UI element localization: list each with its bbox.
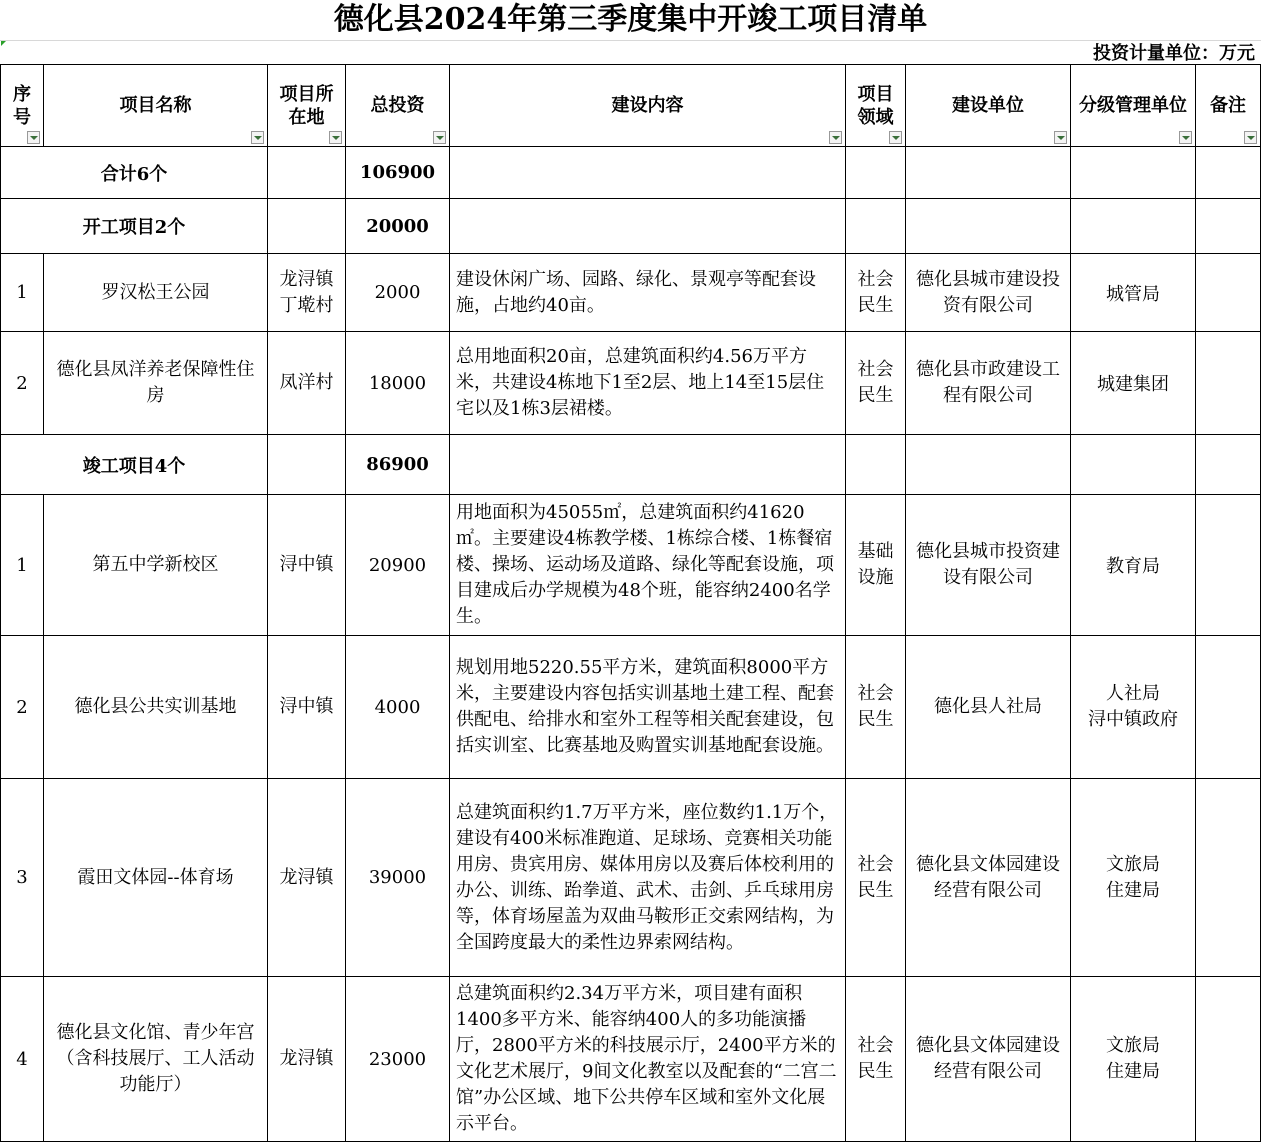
- table-row: [1, 779, 1261, 977]
- row-manager: 文旅局 住建局: [1071, 977, 1196, 1142]
- row-location: 龙浔镇: [268, 779, 346, 977]
- row-remark: [1196, 254, 1261, 332]
- row-builder: 德化县人社局: [906, 636, 1071, 779]
- table-row: [1, 636, 1261, 779]
- row-investment: 2000: [346, 254, 450, 332]
- row-manager: 人社局 浔中镇政府: [1071, 636, 1196, 779]
- group-row-start: [1, 199, 1261, 254]
- row-investment: 18000: [346, 332, 450, 435]
- unit-label: 投资计量单位：万元: [1093, 43, 1255, 64]
- total-investment: 106900: [346, 147, 450, 199]
- row-investment: 39000: [346, 779, 450, 977]
- header-content: 建设内容: [450, 65, 846, 147]
- row-content: 总建筑面积约2.34万平方米，项目建有面积1400多平方米、能容纳400人的多功能演播厅，2800平方米的科技展示厅，2400平方米的文化艺术展厅，9间文化教室以及配套的“二宫二馆”办公区域、地下公共停车区域和室外文化展示平台。: [450, 977, 846, 1142]
- row-content: 用地面积为45055㎡，总建筑面积约41620㎡。主要建设4栋教学楼、1栋综合楼、1栋餐宿楼、操场、运动场及道路、绿化等配套设施，项目建成后办学规模为48个班，能容纳2400名学生。: [450, 495, 846, 636]
- table-row: [1, 495, 1261, 636]
- header-manager: 分级管理单位: [1071, 65, 1196, 147]
- row-name: 德化县文化馆、青少年宫（含科技展厅、工人活动功能厅）: [44, 977, 268, 1142]
- row-field: 社会民生: [846, 977, 906, 1142]
- row-content: 规划用地5220.55平方米，建筑面积8000平方米，主要建设内容包括实训基地土建工程、配套供配电、给排水和室外工程等相关配套建设，包括实训室、比赛基地及购置实训基地配套设施。: [450, 636, 846, 779]
- row-field: 社会民生: [846, 779, 906, 977]
- row-location: 浔中镇: [268, 495, 346, 636]
- row-remark: [1196, 495, 1261, 636]
- group-row-complete: [1, 435, 1261, 495]
- header-location: 项目所在地: [268, 65, 346, 147]
- row-seq: 2: [1, 636, 44, 779]
- row-seq: 4: [1, 977, 44, 1142]
- table-row: [1, 254, 1261, 332]
- group-label: 开工项目2个: [1, 199, 268, 254]
- row-seq: 3: [1, 779, 44, 977]
- row-builder: 德化县城市建设投资有限公司: [906, 254, 1071, 332]
- header-seq: 序号: [1, 65, 44, 147]
- row-field: 社会民生: [846, 636, 906, 779]
- row-field: 社会民生: [846, 332, 906, 435]
- title-divider: [0, 40, 1261, 41]
- group-investment: 86900: [346, 435, 450, 495]
- row-remark: [1196, 779, 1261, 977]
- header-name: 项目名称: [44, 65, 268, 147]
- row-investment: 20900: [346, 495, 450, 636]
- row-remark: [1196, 977, 1261, 1142]
- row-investment: 4000: [346, 636, 450, 779]
- row-builder: 德化县文体园建设经营有限公司: [906, 779, 1071, 977]
- row-builder: 德化县城市投资建设有限公司: [906, 495, 1071, 636]
- group-investment: 20000: [346, 199, 450, 254]
- row-name: 德化县凤洋养老保障性住房: [44, 332, 268, 435]
- header-builder: 建设单位: [906, 65, 1071, 147]
- row-manager: 城建集团: [1071, 332, 1196, 435]
- filter-dropdown-icon[interactable]: [251, 131, 264, 144]
- filter-dropdown-icon[interactable]: [329, 131, 342, 144]
- row-remark: [1196, 332, 1261, 435]
- row-name: 罗汉松王公园: [44, 254, 268, 332]
- header-field: 项目领域: [846, 65, 906, 147]
- row-remark: [1196, 636, 1261, 779]
- row-name: 第五中学新校区: [44, 495, 268, 636]
- row-name: 霞田文体园--体育场: [44, 779, 268, 977]
- total-row: [1, 147, 1261, 199]
- filter-dropdown-icon[interactable]: [433, 131, 446, 144]
- filter-dropdown-icon[interactable]: [1054, 131, 1067, 144]
- row-field: 基础设施: [846, 495, 906, 636]
- row-builder: 德化县市政建设工程有限公司: [906, 332, 1071, 435]
- filter-dropdown-icon[interactable]: [27, 131, 40, 144]
- row-field: 社会民生: [846, 254, 906, 332]
- filter-dropdown-icon[interactable]: [1244, 131, 1257, 144]
- row-location: 凤洋村: [268, 332, 346, 435]
- row-manager: 教育局: [1071, 495, 1196, 636]
- row-manager: 城管局: [1071, 254, 1196, 332]
- header-row: [1, 65, 1261, 147]
- table-row: [1, 977, 1261, 1142]
- row-investment: 23000: [346, 977, 450, 1142]
- row-name: 德化县公共实训基地: [44, 636, 268, 779]
- row-content: 总用地面积20亩，总建筑面积约4.56万平方米，共建设4栋地下1至2层、地上14至15层住宅以及1栋3层裙楼。: [450, 332, 846, 435]
- row-content: 总建筑面积约1.7万平方米，座位数约1.1万个，建设有400米标准跑道、足球场、竞赛相关功能用房、贵宾用房、媒体用房以及赛后体校利用的办公、训练、跆拳道、武术、击剑、乒乓球用房等，体育场屋盖为双曲马鞍形正交索网结构，为全国跨度最大的柔性边界索网结构。: [450, 779, 846, 977]
- row-manager: 文旅局 住建局: [1071, 779, 1196, 977]
- row-builder: 德化县文体园建设经营有限公司: [906, 977, 1071, 1142]
- group-label: 竣工项目4个: [1, 435, 268, 495]
- row-seq: 2: [1, 332, 44, 435]
- row-location: 浔中镇: [268, 636, 346, 779]
- row-location: 龙浔镇丁墘村: [268, 254, 346, 332]
- project-table: [0, 64, 1261, 1142]
- filter-dropdown-icon[interactable]: [829, 131, 842, 144]
- row-seq: 1: [1, 254, 44, 332]
- page-title: 德化县2024年第三季度集中开竣工项目清单: [333, 2, 928, 37]
- row-content: 建设休闲广场、园路、绿化、景观亭等配套设施，占地约40亩。: [450, 254, 846, 332]
- filter-dropdown-icon[interactable]: [1179, 131, 1192, 144]
- row-location: 龙浔镇: [268, 977, 346, 1142]
- cell-marker-icon: [1, 41, 6, 46]
- header-investment: 总投资: [346, 65, 450, 147]
- total-label: 合计6个: [1, 147, 268, 199]
- filter-dropdown-icon[interactable]: [889, 131, 902, 144]
- table-row: [1, 332, 1261, 435]
- header-remark: 备注: [1196, 65, 1261, 147]
- row-seq: 1: [1, 495, 44, 636]
